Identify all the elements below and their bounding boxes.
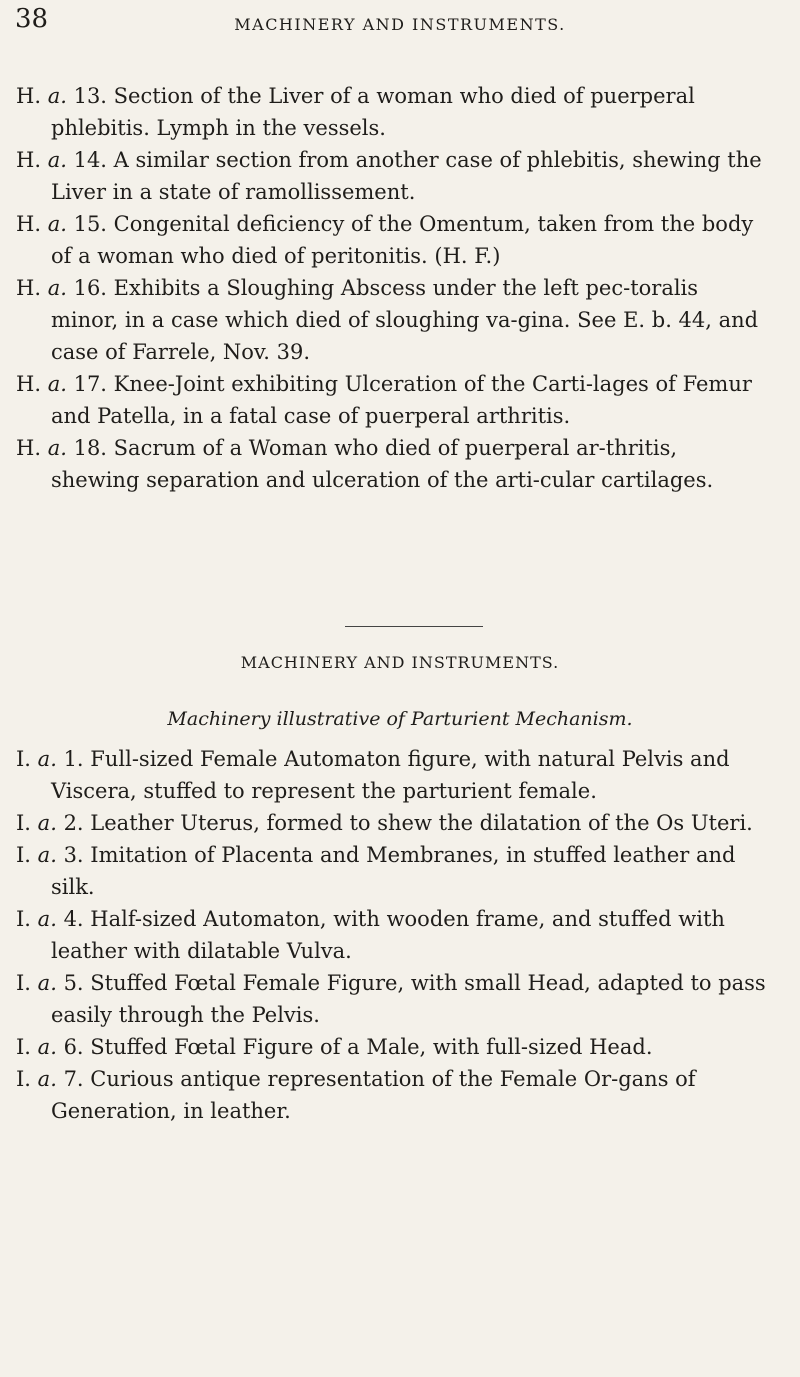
entry-text: Congenital deficiency of the Omentum, taken from the body of a woman who died of peritonitis. (H. F.) bbox=[51, 212, 754, 268]
entry-ref-sub: a. bbox=[37, 747, 57, 771]
entry-text: Stuffed Fœtal Female Figure, with small Head, adapted to pass easily through the Pelvis. bbox=[51, 971, 766, 1027]
entry-number: 2. bbox=[63, 811, 84, 835]
entry-number: 6. bbox=[63, 1035, 84, 1059]
entry-ref-sub: a. bbox=[37, 971, 57, 995]
entry-ref-sub: a. bbox=[37, 1035, 57, 1059]
entry-ref-sub: a. bbox=[37, 843, 57, 867]
catalogue-entry bbox=[0, 208, 800, 272]
entry-ref: H. bbox=[16, 84, 41, 108]
entry-number: 16. bbox=[73, 276, 107, 300]
catalogue-entry bbox=[0, 903, 800, 967]
catalogue-entry bbox=[0, 967, 800, 1031]
entry-text: Imitation of Placenta and Membranes, in stuffed leather and silk. bbox=[51, 843, 736, 899]
entry-number: 5. bbox=[63, 971, 84, 995]
entry-number: 4. bbox=[63, 907, 84, 931]
entry-text: Knee-Joint exhibiting Ulceration of the Carti-lages of Femur and Patella, in a fatal case of puerperal arthritis. bbox=[51, 372, 752, 428]
entry-text: Full-sized Female Automaton figure, with natural Pelvis and Viscera, stuffed to represent the parturient female. bbox=[51, 747, 730, 803]
entry-ref: I. bbox=[16, 971, 31, 995]
catalogue-entry bbox=[0, 80, 800, 144]
running-head: MACHINERY AND INSTRUMENTS. bbox=[234, 15, 566, 34]
entry-text: Half-sized Automaton, with wooden frame, and stuffed with leather with dilatable Vulva. bbox=[51, 907, 725, 963]
entry-text: A similar section from another case of phlebitis, shewing the Liver in a state of ramollissement. bbox=[51, 148, 762, 204]
entry-number: 3. bbox=[63, 843, 84, 867]
entry-text: Curious antique representation of the Female Or-gans of Generation, in leather. bbox=[51, 1067, 696, 1123]
entry-ref: I. bbox=[16, 1035, 31, 1059]
entry-ref: H. bbox=[16, 372, 41, 396]
catalogue-entry bbox=[0, 272, 800, 368]
entry-number: 1. bbox=[63, 747, 84, 771]
page-number: 38 bbox=[15, 4, 49, 34]
catalogue-entry bbox=[0, 432, 800, 496]
entry-ref: I. bbox=[16, 843, 31, 867]
catalogue-entry bbox=[0, 368, 800, 432]
catalogue-entry bbox=[0, 839, 800, 903]
entry-ref: H. bbox=[16, 148, 41, 172]
entry-number: 18. bbox=[73, 436, 107, 460]
entry-ref-sub: a. bbox=[37, 1067, 57, 1091]
entry-text: Section of the Liver of a woman who died of puerperal phlebitis. Lymph in the vessels. bbox=[51, 84, 695, 140]
section-divider bbox=[345, 626, 483, 627]
entry-ref: I. bbox=[16, 1067, 31, 1091]
entry-ref: I. bbox=[16, 811, 31, 835]
entry-number: 17. bbox=[73, 372, 107, 396]
entry-number: 15. bbox=[73, 212, 107, 236]
entry-text: Exhibits a Sloughing Abscess under the left pec-toralis minor, in a case which died of sloughing va-gina. See E. b. 44, and case of Farrele, Nov. 39. bbox=[51, 276, 759, 364]
entry-ref-sub: a. bbox=[47, 372, 67, 396]
entry-number: 14. bbox=[73, 148, 107, 172]
catalogue-entry bbox=[0, 807, 800, 839]
entry-ref: I. bbox=[16, 747, 31, 771]
entry-ref-sub: a. bbox=[47, 436, 67, 460]
entry-ref-sub: a. bbox=[47, 148, 67, 172]
entry-ref: H. bbox=[16, 436, 41, 460]
entry-text: Leather Uterus, formed to shew the dilatation of the Os Uteri. bbox=[90, 811, 753, 835]
entries-i-list bbox=[0, 743, 800, 1127]
entry-ref-sub: a. bbox=[37, 811, 57, 835]
entry-ref-sub: a. bbox=[47, 84, 67, 108]
entry-number: 13. bbox=[73, 84, 107, 108]
catalogue-entry bbox=[0, 144, 800, 208]
entries-h-list bbox=[0, 80, 800, 496]
entry-ref-sub: a. bbox=[37, 907, 57, 931]
entry-ref: I. bbox=[16, 907, 31, 931]
entry-ref-sub: a. bbox=[47, 276, 67, 300]
entry-text: Stuffed Fœtal Figure of a Male, with full-sized Head. bbox=[90, 1035, 653, 1059]
entry-ref-sub: a. bbox=[47, 212, 67, 236]
entry-ref: H. bbox=[16, 212, 41, 236]
entry-number: 7. bbox=[63, 1067, 84, 1091]
section-subheading: Machinery illustrative of Parturient Mechanism. bbox=[167, 708, 633, 730]
catalogue-entry bbox=[0, 1031, 800, 1063]
catalogue-entry bbox=[0, 743, 800, 807]
entry-text: Sacrum of a Woman who died of puerperal ar-thritis, shewing separation and ulceration of the arti-cular cartilages. bbox=[51, 436, 714, 492]
section-heading: MACHINERY AND INSTRUMENTS. bbox=[240, 653, 560, 672]
catalogue-entry bbox=[0, 1063, 800, 1127]
entry-ref: H. bbox=[16, 276, 41, 300]
